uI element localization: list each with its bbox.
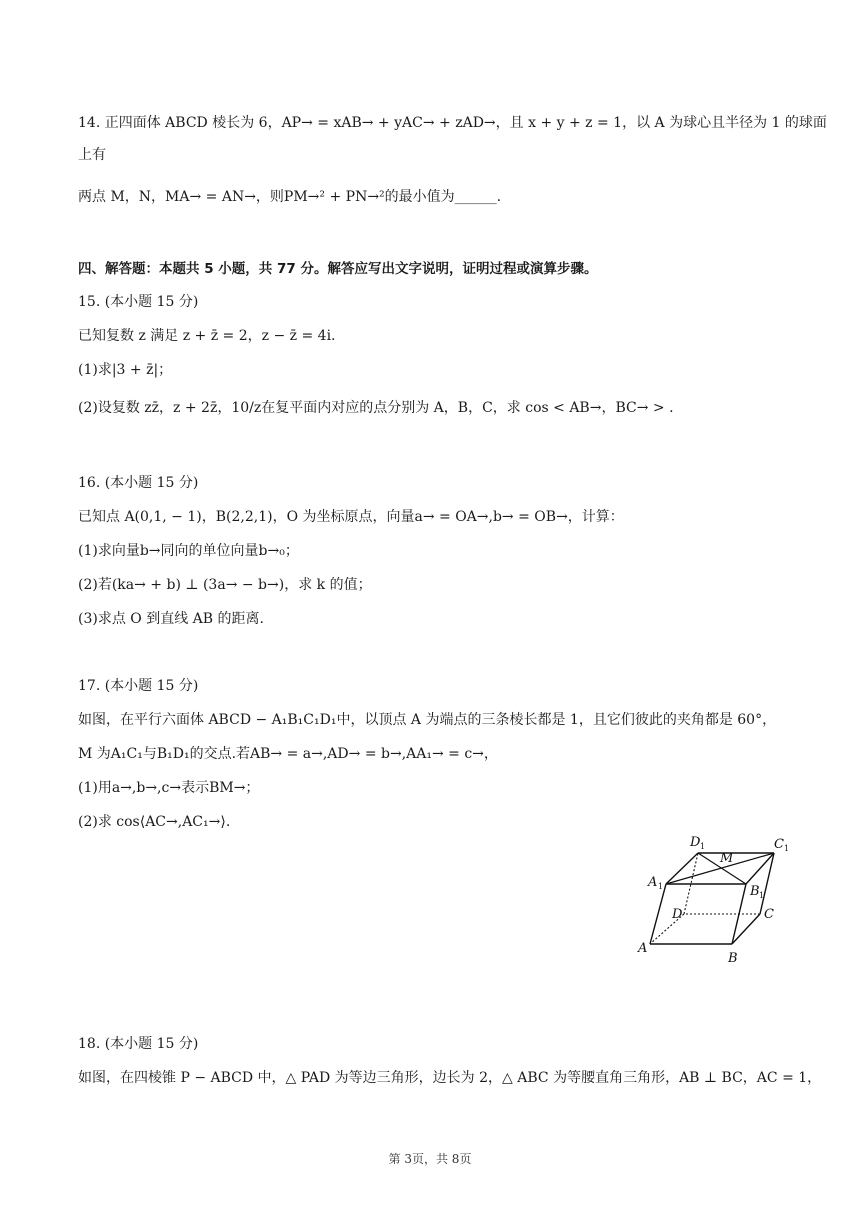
parallelepiped-diagram [632,828,802,970]
q18-line1: 如图，在四棱锥 P − ABCD 中，△ PAD 为等边三角形，边长为 2，△ ABC 为等腰直角三角形，AB ⊥ BC，AC = 1， [78,1070,822,1086]
q16-line1: 已知点 A(0,1, − 1)，B(2,2,1)，O 为坐标原点，向量a→ = OA→,b→ = OB→，计算： [78,509,624,525]
label-D1: D [690,835,701,850]
label-B: B [728,951,738,966]
page-footer: 第 3页，共 8页 [388,1152,472,1166]
q17-header: 17. (本小题 15 分) [78,678,199,694]
q16-part1: (1)求向量b→同向的单位向量b→₀； [78,543,299,559]
q16-header: 16. (本小题 15 分) [78,475,199,491]
q15-header: 15. (本小题 15 分) [78,294,199,310]
label-A: A [638,941,648,956]
edge-C-C1 [760,853,774,914]
label-B1: B [750,884,760,899]
q16-part2: (2)若(ka→ + b) ⊥ (3a→ − b→)，求 k 的值； [78,577,372,593]
q17-line1: 如图，在平行六面体 ABCD − A₁B₁C₁D₁中，以顶点 A 为端点的三条棱长都是 1，且它们彼此的夹角都是 60°， [78,712,777,728]
q15-part2: (2)设复数 zz̄，z + 2z̄，10/z在复平面内对应的点分别为 A，B，C，求 cos < AB→，BC→ > . [78,400,674,416]
q16-part3: (3)求点 O 到直线 AB 的距离. [78,611,264,627]
q14-line1: 14. 正四面体 ABCD 棱长为 6，AP→ = xAB→ + yAC→ + zAD→，且 x + y + z = 1，以 A 为球心且半径为 1 的球面 [78,115,827,131]
label-C1: C [774,837,784,852]
q17-part2: (2)求 cos⟨AC→,AC₁→⟩. [78,814,231,830]
label-A1: A [648,875,658,890]
q18-header: 18. (本小题 15 分) [78,1036,199,1052]
label-M: M [720,851,734,866]
edge-A-A1 [650,884,666,944]
q15-line1: 已知复数 z 满足 z + z̄ = 2，z − z̄ = 4i. [78,328,336,344]
label-C1-sub: 1 [784,844,790,853]
parallelepiped-figure [632,828,802,970]
label-B1-sub: 1 [759,891,765,900]
label-D1-sub: 1 [700,842,706,851]
label-C: C [764,907,774,922]
q17-part1: (1)用a→,b→,c→表示BM→； [78,780,260,796]
q14-line2: 上有 [78,147,106,163]
label-A1-sub: 1 [658,882,664,891]
q14-line3: 两点 M，N，MA→ = AN→，则PM→² + PN→²的最小值为______. [78,189,502,205]
q15-part1: (1)求|3 + z̄|； [78,362,173,378]
section-heading: 四、解答题：本题共 5 小题，共 77 分。解答应写出文字说明，证明过程或演算步骤。 [78,261,598,277]
label-D: D [672,907,683,922]
q17-line2: M 为A₁C₁与B₁D₁的交点.若AB→ = a→,AD→ = b→,AA₁→ = c→， [78,746,498,762]
